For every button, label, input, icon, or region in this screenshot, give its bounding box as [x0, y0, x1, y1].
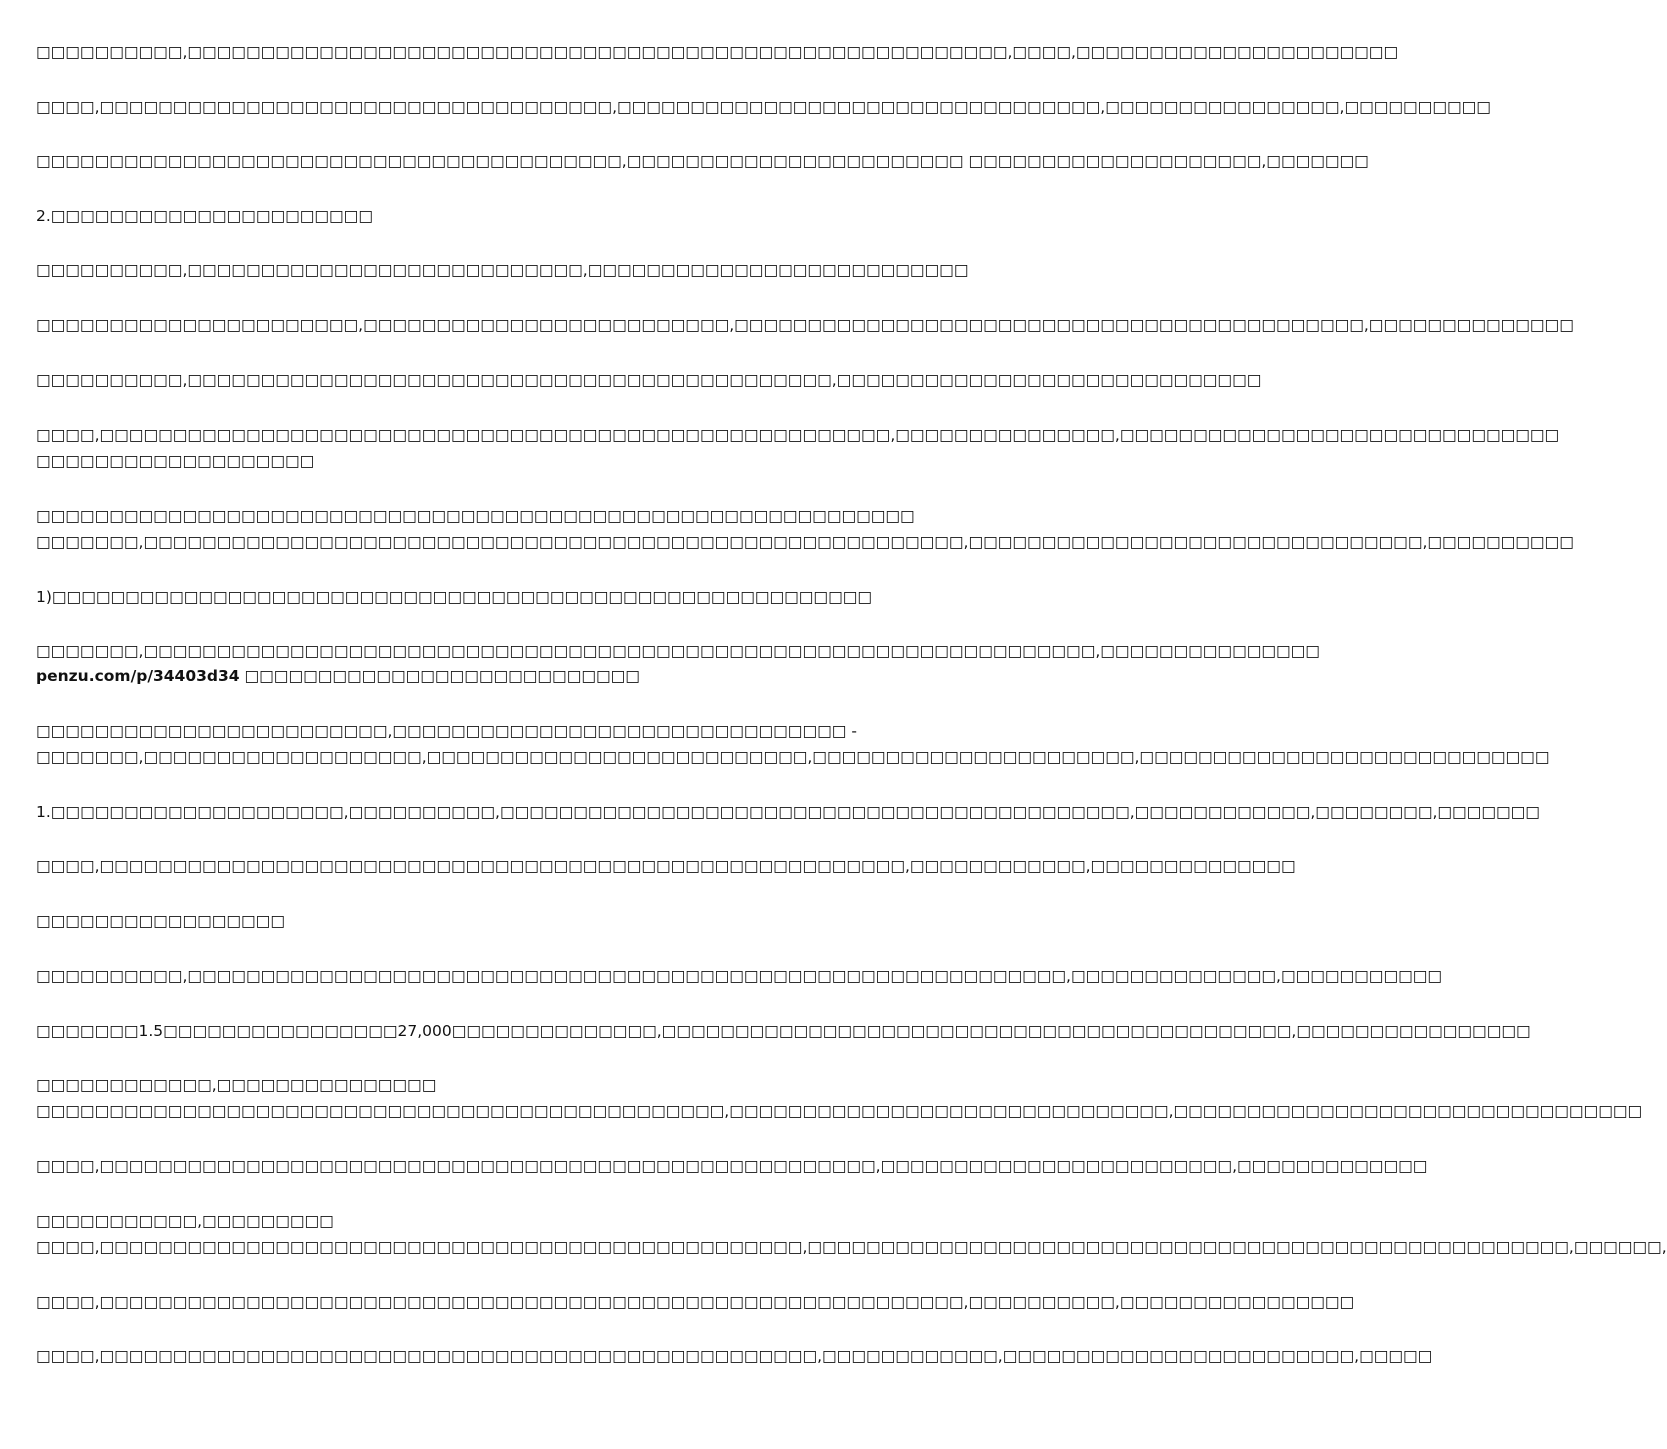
paragraph-line: □□□□□□□□□□□□□□□□□□□□□□□□□□□□□□□□□□□□□□□□□□□□□□□□□□□□□□□□□□□□ — [36, 507, 915, 525]
link-caption: □□□□□□□□□□□□□□□□□□□□□□□□□□□ — [239, 667, 640, 685]
paragraph-line: □□□□□□□□□□,□□□□□□□□□□□□□□□□□□□□□□□□□□□□□□□□□□□□□□□□□□□□□□□□□□□□□□□□□□□□,□□□□□□□□□□□□□□,□□□□□□□□□□□ — [36, 967, 1443, 985]
paragraph-line: □□□□□□□□□□,□□□□□□□□□□□□□□□□□□□□□□□□□□□□□□□□□□□□□□□□□□□□□□□□□□□□□□□□,□□□□,□□□□□□□□□□□□□□□□□□□□□□ — [36, 43, 1399, 61]
paragraph-line: □□□□,□□□□□□□□□□□□□□□□□□□□□□□□□□□□□□□□□□□□□□□□□□□□□□□□□□□□□□□,□□□□□□□□□□□□,□□□□□□□□□□□□□□ — [36, 857, 1296, 875]
paragraph-line: □□□□,□□□□□□□□□□□□□□□□□□□□□□□□□□□□□□□□□□□□□□□□□□□□□□□□□□□□□,□□□□□□□□□□□□□□□□□□□□□□□□,□□□□□□□□□□□□□ — [36, 1157, 1428, 1175]
document-body — [36, 0, 1667, 1449]
paragraph-line: □□□□,□□□□□□□□□□□□□□□□□□□□□□□□□□□□□□□□□□□□□□□□□□□□□□□□,□□□□□□□□□□□□□□□□□□□□□□□□□□□□□□□□□□□□□□□□□□□□□□□□□□□□,□□□□□□, — [36, 1238, 1667, 1256]
paragraph-line: □□□□,□□□□□□□□□□□□□□□□□□□□□□□□□□□□□□□□□□□□□□□□□□□□□□□□□□□□□□,□□□□□□□□□□□□□□□,□□□□□□□□□□□□□□□□□□□□□□□□□□□□□□ — [36, 426, 1560, 444]
paragraph-line: □□□□□□□,□□□□□□□□□□□□□□□□□□□□□□□□□□□□□□□□□□□□□□□□□□□□□□□□□□□□□□□□□□□□□□□□□,□□□□□□□□□□□□□□□ — [36, 642, 1320, 660]
paragraph-line: □□□□□□□□□□,□□□□□□□□□□□□□□□□□□□□□□□□□□□,□□□□□□□□□□□□□□□□□□□□□□□□□□ — [36, 261, 969, 279]
paragraph-line: □□□□□□□□□□□□□□□□□□□□□□,□□□□□□□□□□□□□□□□□□□□□□□□□,□□□□□□□□□□□□□□□□□□□□□□□□□□□□□□□□□□□□□□□□□□□,□□□□□□□□□□□□□□ — [36, 316, 1574, 334]
paragraph-line: □□□□,□□□□□□□□□□□□□□□□□□□□□□□□□□□□□□□□□□□□□□□□□□□□□□□□□□□□□□□□□□□,□□□□□□□□□□,□□□□□□□□□□□□□□□□ — [36, 1293, 1355, 1311]
paragraph-line: □□□□□□□□□□□,□□□□□□□□□ — [36, 1212, 334, 1230]
paragraph-line: □□□□□□□□□□□□,□□□□□□□□□□□□□□□ — [36, 1076, 437, 1094]
list-item-line: 1.□□□□□□□□□□□□□□□□□□□□,□□□□□□□□□□,□□□□□□□□□□□□□□□□□□□□□□□□□□□□□□□□□□□□□□□□□□□,□□□□□□□□□□□□,□□□□□□□□,□□□□□□□ — [36, 803, 1540, 821]
subheading: □□□□□□□□□□□□□□□□□ — [36, 912, 285, 930]
url-link[interactable]: penzu.com/p/34403d34 — [36, 667, 240, 685]
paragraph-line: □□□□□□□□□□,□□□□□□□□□□□□□□□□□□□□□□□□□□□□□□□□□□□□□□□□□□□□,□□□□□□□□□□□□□□□□□□□□□□□□□□□□□ — [36, 371, 1262, 389]
paragraph-line: □□□□□□□□□□□□□□□□□□□□□□□□□□□□□□□□□□□□□□□□□□□□□□□,□□□□□□□□□□□□□□□□□□□□□□□□□□□□□□,□□□□□□□□□□□□□□□□□□□□□□□□□□□□□□□□ — [36, 1102, 1643, 1120]
paragraph-line: □□□□,□□□□□□□□□□□□□□□□□□□□□□□□□□□□□□□□□□□,□□□□□□□□□□□□□□□□□□□□□□□□□□□□□□□□□,□□□□□□□□□□□□□□□□,□□□□□□□□□□ — [36, 98, 1491, 116]
paragraph-line: □□□□□□□1.5□□□□□□□□□□□□□□□□27,000□□□□□□□□□□□□□□,□□□□□□□□□□□□□□□□□□□□□□□□□□□□□□□□□□□□□□□□□□□,□□□□□□□□□□□□□□□□ — [36, 1022, 1531, 1040]
paragraph-line: □□□□□□□□□□□□□□□□□□□□□□□□□□□□□□□□□□□□□□□□,□□□□□□□□□□□□□□□□□□□□□□□ □□□□□□□□□□□□□□□□□□□□,□□□□□□□ — [36, 152, 1369, 170]
link-line — [36, 665, 990, 687]
paragraph-line: □□□□,□□□□□□□□□□□□□□□□□□□□□□□□□□□□□□□□□□□□□□□□□□□□□□□□□,□□□□□□□□□□□□,□□□□□□□□□□□□□□□□□□□□□□□□,□□□□□ — [36, 1347, 1433, 1365]
paragraph-line: □□□□□□□,□□□□□□□□□□□□□□□□□□□,□□□□□□□□□□□□□□□□□□□□□□□□□□,□□□□□□□□□□□□□□□□□□□□□□,□□□□□□□□□□□□□□□□□□□□□□□□□□□□ — [36, 748, 1550, 766]
paragraph-line: □□□□□□□,□□□□□□□□□□□□□□□□□□□□□□□□□□□□□□□□□□□□□□□□□□□□□□□□□□□□□□□□,□□□□□□□□□□□□□□□□□□□□□□□□□□□□□□□,□□□□□□□□□□ — [36, 533, 1574, 551]
paragraph-line: □□□□□□□□□□□□□□□□□□□ — [36, 452, 315, 470]
section-heading: 2.□□□□□□□□□□□□□□□□□□□□□□ — [36, 207, 373, 225]
list-item-line: 1)□□□□□□□□□□□□□□□□□□□□□□□□□□□□□□□□□□□□□□□□□□□□□□□□□□□□□□□□ — [36, 588, 873, 606]
paragraph-line: □□□□□□□□□□□□□□□□□□□□□□□□,□□□□□□□□□□□□□□□□□□□□□□□□□□□□□□□ - — [36, 722, 857, 740]
